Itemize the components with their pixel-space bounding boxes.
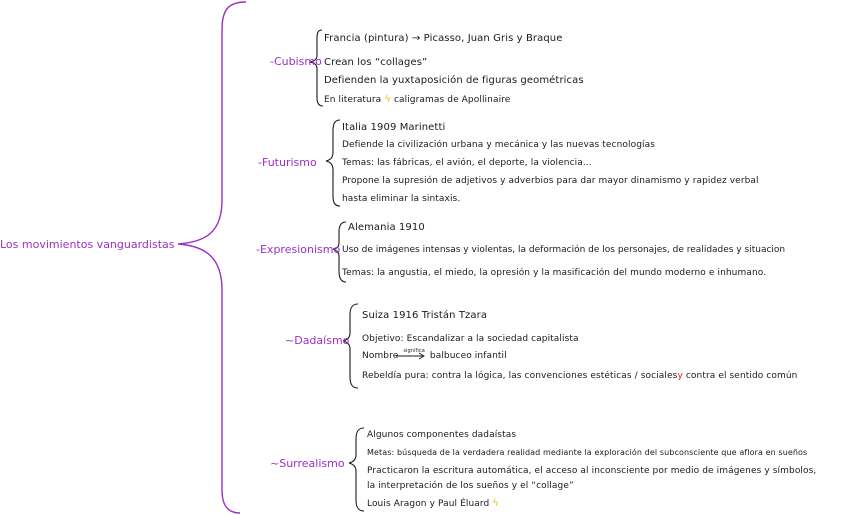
expresionismo-line-3: Temas: la angustia, el miedo, la opresión y la masificación del mundo moderno e inhumano. bbox=[342, 268, 767, 278]
lightning-icon: ϟ bbox=[384, 94, 391, 105]
line-text: Louis Aragon y Paul Éluard bbox=[367, 499, 490, 509]
lightning-icon: ϟ bbox=[492, 498, 499, 509]
main-bracket bbox=[178, 2, 246, 513]
movement-surrealismo: ~Surrealismo bbox=[270, 457, 345, 470]
line-text: balbuceo infantil bbox=[429, 351, 507, 361]
surrealismo-line-4: la interpretación de los sueños y el “collage” bbox=[367, 481, 574, 491]
futurismo-line-1: Italia 1909 Marinetti bbox=[342, 122, 446, 133]
dadaismo-line-3 bbox=[362, 348, 507, 361]
surrealismo-line-1: Algunos componentes dadaístas bbox=[367, 430, 517, 440]
futurismo-line-4: Propone la supresión de adjetivos y adverbios para dar mayor dinamismo y rapidez verbal bbox=[342, 176, 759, 186]
dadaismo-line-1: Suiza 1916 Tristán Tzara bbox=[362, 310, 488, 321]
line-text: Nombre bbox=[362, 351, 399, 361]
main-title: Los movimientos vanguardistas bbox=[0, 238, 175, 251]
movement-expresionismo: -Expresionismo bbox=[256, 243, 341, 256]
futurismo-line-5: hasta eliminar la sintaxis. bbox=[342, 194, 461, 204]
expresionismo-line-2: Uso de imágenes intensas y violentas, la deformación de los personajes, de realidades y situacion bbox=[342, 245, 786, 255]
futurismo-bracket bbox=[326, 120, 340, 206]
line-text: En literatura bbox=[324, 95, 382, 105]
movement-dadaismo: ~Dadaísmo bbox=[285, 334, 350, 347]
surrealismo-line-3: Practicaron la escritura automática, el acceso al inconsciente por medio de imágenes y símbolos, bbox=[367, 466, 817, 476]
cubismo-line-1: Francia (pintura) → Picasso, Juan Gris y Braque bbox=[324, 33, 563, 44]
surrealismo-line-5 bbox=[367, 498, 499, 509]
arrow-label: significa bbox=[403, 348, 425, 354]
highlight-y: y bbox=[677, 371, 683, 381]
movement-cubismo: -Cubismo bbox=[270, 55, 322, 68]
dadaismo-line-2: Objetivo: Escandalizar a la sociedad capitalista bbox=[362, 334, 579, 344]
movement-name: Expresionismo bbox=[259, 243, 341, 256]
movement-name: Cubismo bbox=[273, 55, 322, 68]
cubismo-line-2: Crean los “collages” bbox=[324, 57, 428, 68]
cubismo-line-4 bbox=[324, 94, 510, 105]
movement-futurismo: -Futurismo bbox=[258, 156, 317, 169]
dadaismo-line-4 bbox=[362, 371, 798, 381]
line-text: contra el sentido común bbox=[685, 371, 798, 381]
movement-name: Dadaísmo bbox=[294, 334, 350, 347]
line-text: Rebeldía pura: contra la lógica, las convenciones estéticas / sociales bbox=[362, 371, 678, 381]
movement-name: Surrealismo bbox=[279, 457, 345, 470]
movement-name: Futurismo bbox=[261, 156, 317, 169]
cubismo-line-3: Defienden la yuxtaposición de figuras geométricas bbox=[324, 75, 584, 86]
surrealismo-line-2: Metas: búsqueda de la verdadera realidad mediante la exploración del subconsciente que aflora en sueños bbox=[367, 448, 808, 457]
futurismo-line-3: Temas: las fábricas, el avión, el deporte, la violencia... bbox=[342, 158, 592, 168]
cubismo-bracket bbox=[310, 30, 323, 106]
line-text: caligramas de Apollinaire bbox=[393, 95, 511, 105]
expresionismo-line-1: Alemania 1910 bbox=[348, 222, 425, 233]
futurismo-line-2: Defiende la civilización urbana y mecánica y las nuevas tecnologías bbox=[342, 140, 656, 150]
surrealismo-bracket bbox=[349, 428, 364, 511]
